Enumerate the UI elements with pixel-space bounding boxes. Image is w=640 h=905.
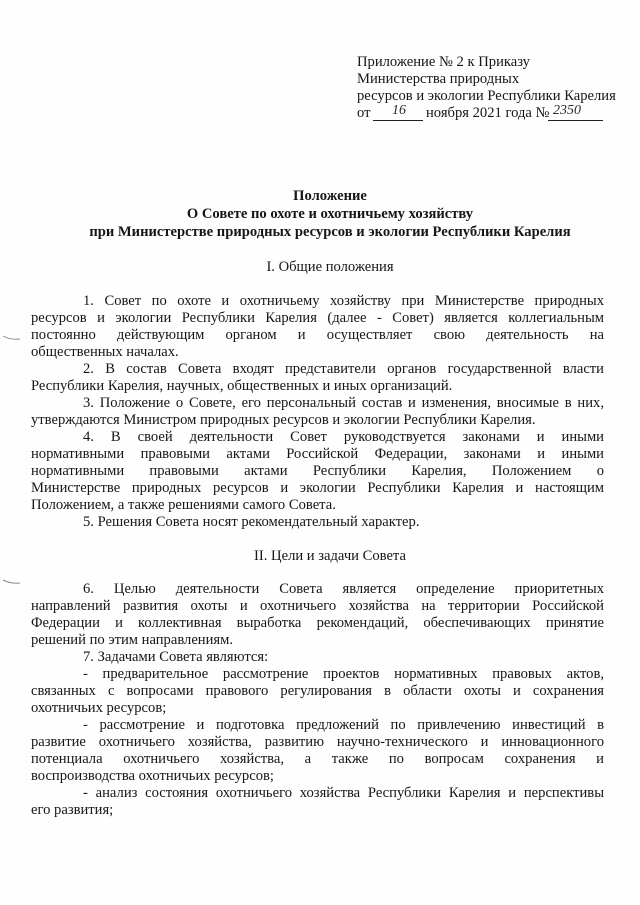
scan-margin-mark — [0, 575, 24, 591]
number-underline — [548, 120, 603, 121]
paragraph-line: - предварительное рассмотрение проектов нормативных правовых актов, — [83, 666, 604, 682]
paragraph-line: нормативными правовыми актами Российской Федерации, законами и иными — [31, 446, 604, 462]
title-line: при Министерстве природных ресурсов и экологии Республики Карелия — [89, 224, 571, 240]
paragraph-line: воспроизводства охотничьих ресурсов; — [31, 768, 274, 784]
approval-date-text: ноября 2021 года № — [426, 105, 550, 121]
paragraph-line: 2. В состав Совета входят представители органов государственной власти — [83, 361, 604, 377]
paragraph-line: связанных с вопросами правового регулирования в области охоты и сохранения — [31, 683, 604, 699]
paragraph-line: 6. Целью деятельности Совета является определение приоритетных — [83, 581, 604, 597]
scan-margin-mark — [0, 330, 24, 346]
paragraph-line: Министерстве природных ресурсов и экологии Республики Карелия и настоящим — [31, 480, 604, 496]
handwritten-order-number: 2350 — [553, 103, 581, 118]
paragraph-line: постоянно действующим органом и осуществляет свою деятельность на — [31, 327, 604, 343]
paragraph-line: утверждаются Министром природных ресурсов и экологии Республики Карелия. — [31, 412, 536, 428]
approval-line: ресурсов и экологии Республики Карелия — [357, 88, 616, 104]
paragraph-line: Федерации и коллективная выработка рекомендаций, обеспечивающих принятие — [31, 615, 604, 631]
paragraph-line: потенциала охотничьего хозяйства, а также по вопросам сохранения и — [31, 751, 604, 767]
paragraph-line: развитие охотничьего хозяйства, развитию научно-технического и инновационного — [31, 734, 604, 750]
paragraph-line: Положением, а также решениями самого Совета. — [31, 497, 336, 513]
title-line: Положение — [293, 188, 367, 204]
paragraph-line: 7. Задачами Совета являются: — [83, 649, 269, 665]
paragraph-line: Республики Карелия, научных, общественных и иных организаций. — [31, 378, 453, 394]
paragraph-line: 5. Решения Совета носят рекомендательный характер. — [83, 514, 420, 530]
paragraph-line: его развития; — [31, 802, 114, 818]
paragraph-line: 1. Совет по охоте и охотничьему хозяйству при Министерстве природных — [83, 293, 604, 309]
handwritten-day: 16 — [392, 103, 406, 118]
paragraph-line: нормативными правовыми актами Республики Карелия, Положением о — [31, 463, 604, 479]
approval-line: Приложение № 2 к Приказу — [357, 54, 530, 70]
paragraph-line: ресурсов и экологии Республики Карелия (далее - Совет) является коллегиальным — [31, 310, 604, 326]
paragraph-line: направлений развития охоты и охотничьего хозяйства на территории Российской — [31, 598, 604, 614]
paragraph-line: 3. Положение о Совете, его персональный состав и изменения, вносимые в них, — [83, 395, 604, 411]
paragraph-line: охотничьих ресурсов; — [31, 700, 167, 716]
paragraph-line: 4. В своей деятельности Совет руководствуется законами и иными — [83, 429, 604, 445]
approval-date-prefix: от — [357, 105, 371, 121]
approval-line: Министерства природных — [357, 71, 520, 87]
paragraph-line: - рассмотрение и подготовка предложений по привлечению инвестиций в — [83, 717, 604, 733]
paragraph-line: решений по этим направлениям. — [31, 632, 234, 648]
paragraph-line: - анализ состояния охотничьего хозяйства Республики Карелия и перспективы — [83, 785, 604, 801]
section-heading-2: II. Цели и задачи Совета — [254, 548, 406, 564]
day-underline — [373, 120, 423, 121]
title-line: О Совете по охоте и охотничьему хозяйству — [186, 206, 474, 222]
section-heading-1: I. Общие положения — [266, 259, 394, 275]
paragraph-line: общественных началах. — [31, 344, 179, 360]
